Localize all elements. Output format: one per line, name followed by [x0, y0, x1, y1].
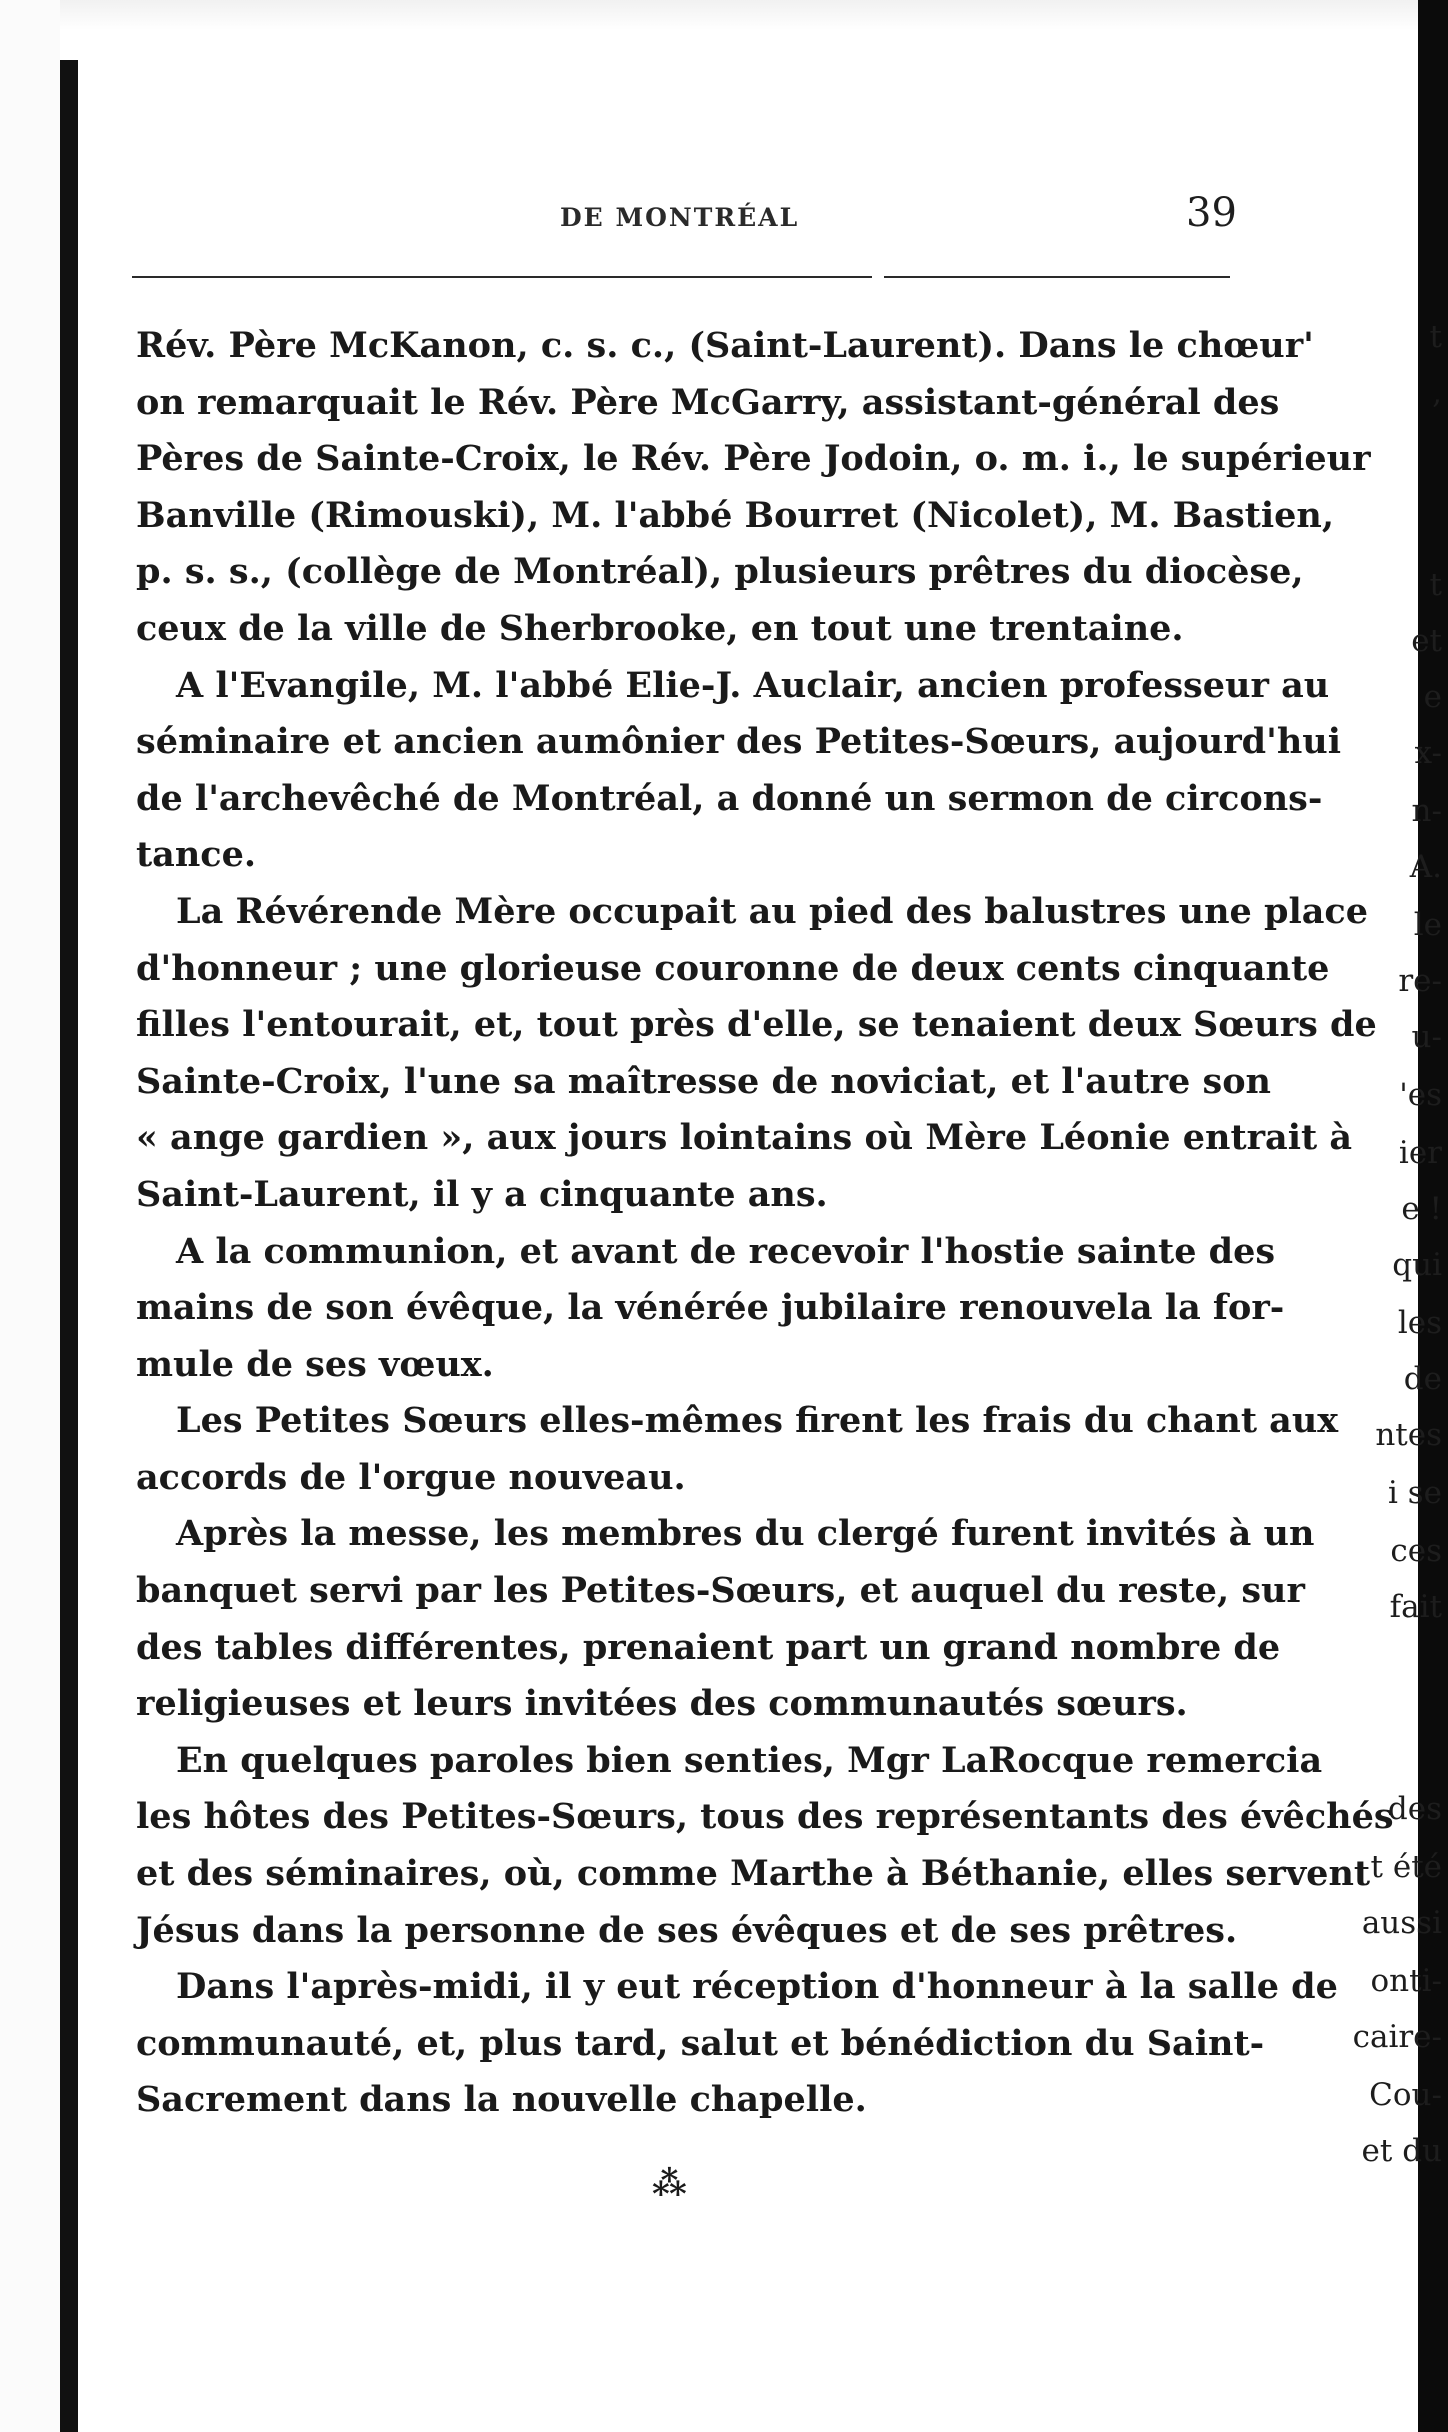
paragraph	[136, 1393, 1339, 1506]
prev-fragment: t été	[1370, 1849, 1442, 1885]
prev-fragment: et du	[1361, 2133, 1442, 2169]
text-line: accords de l'orgue nouveau.	[136, 1456, 686, 1498]
text-line: La Révérende Mère occupait au pied des balustres une place	[176, 890, 1368, 932]
paragraph	[136, 1506, 1315, 1732]
prev-fragment: t	[1429, 319, 1442, 355]
text-line: Sacrement dans la nouvelle chapelle.	[136, 2079, 867, 2121]
text-line: de l'archevêché de Montréal, a donné un sermon de circons-	[136, 777, 1323, 819]
text-line: Jésus dans la personne de ses évêques et de ses prêtres.	[136, 1909, 1238, 1951]
text-line: Dans l'après-midi, il y eut réception d'honneur à la salle de	[176, 1966, 1338, 2008]
header-rule	[132, 276, 872, 278]
prev-fragment: qui	[1392, 1247, 1442, 1283]
prev-fragment: re-	[1398, 963, 1442, 999]
paragraph	[136, 1224, 1285, 1394]
prev-fragment: de	[1403, 1361, 1442, 1397]
paragraph	[136, 1733, 1394, 1959]
prev-fragment: e !	[1401, 1191, 1442, 1227]
prev-fragment: ier	[1398, 1135, 1442, 1171]
text-line: p. s. s., (collège de Montréal), plusieurs prêtres du diocèse,	[136, 551, 1304, 593]
prev-fragment: ,	[1432, 375, 1442, 411]
previous-page-margin	[0, 0, 60, 2432]
text-line: d'honneur ; une glorieuse couronne de deux cents cinquante	[136, 947, 1330, 989]
paragraph	[136, 658, 1342, 884]
text-line: Pères de Sainte-Croix, le Rév. Père Jodoin, o. m. i., le supérieur	[136, 438, 1371, 480]
prev-fragment: 'es	[1399, 1077, 1442, 1113]
prev-fragment: Cou-	[1369, 2077, 1442, 2113]
text-line: communauté, et, plus tard, salut et bénédiction du Saint-	[136, 2022, 1265, 2064]
text-line: Banville (Rimouski), M. l'abbé Bourret (Nicolet), M. Bastien,	[136, 494, 1335, 536]
prev-fragment: ces	[1390, 1533, 1442, 1569]
text-line: on remarquait le Rév. Père McGarry, assistant-général des	[136, 381, 1280, 423]
text-line: des tables différentes, prenaient part un grand nombre de	[136, 1626, 1281, 1668]
text-line: banquet servi par les Petites-Sœurs, et auquel du reste, sur	[136, 1570, 1305, 1612]
text-line: Rév. Père McKanon, c. s. c., (Saint-Laurent). Dans le chœur'	[136, 325, 1314, 366]
prev-fragment: le	[1413, 907, 1442, 943]
text-line: séminaire et ancien aumônier des Petites-Sœurs, aujourd'hui	[136, 721, 1342, 763]
text-line: les hôtes des Petites-Sœurs, tous des représentants des évêchés	[136, 1796, 1394, 1838]
paragraph	[136, 884, 1377, 1224]
prev-fragment: t	[1429, 567, 1442, 603]
text-line: filles l'entourait, et, tout près d'elle, se tenaient deux Sœurs de	[136, 1004, 1377, 1046]
prev-fragment: ntes	[1375, 1417, 1442, 1453]
text-line: religieuses et leurs invitées des communautés sœurs.	[136, 1683, 1188, 1725]
text-line: Sainte-Croix, l'une sa maîtresse de noviciat, et l'autre son	[136, 1060, 1271, 1102]
section-asterism: ⁂	[652, 2164, 687, 2204]
prev-fragment: et	[1411, 623, 1442, 659]
prev-fragment: les	[1397, 1305, 1442, 1341]
text-line: Saint-Laurent, il y a cinquante ans.	[136, 1173, 828, 1215]
prev-fragment: caire-	[1352, 2019, 1442, 2055]
text-line: mains de son évêque, la vénérée jubilaire renouvela la for-	[136, 1287, 1285, 1329]
text-line: A l'Evangile, M. l'abbé Elie-J. Auclair, ancien professeur au	[176, 664, 1330, 706]
text-line: En quelques paroles bien senties, Mgr LaRocque remercia	[176, 1739, 1323, 1781]
prev-fragment: aussi	[1361, 1905, 1442, 1941]
header-rule	[884, 276, 1230, 278]
prev-fragment: A.	[1409, 849, 1442, 885]
body-text	[136, 318, 1394, 2129]
text-line: tance.	[136, 834, 257, 876]
paragraph	[136, 1959, 1338, 2129]
prev-fragment: onti-	[1370, 1963, 1442, 1999]
prev-fragment: i se	[1387, 1475, 1442, 1511]
text-line: « ange gardien », aux jours lointains où Mère Léonie entrait à	[136, 1117, 1353, 1159]
prev-fragment: x-	[1414, 735, 1442, 771]
prev-fragment: n-	[1411, 793, 1442, 829]
text-line: ceux de la ville de Sherbrooke, en tout une trentaine.	[136, 607, 1184, 649]
running-head: DE MONTRÉAL	[560, 203, 800, 232]
book-gutter	[60, 60, 78, 2432]
text-line: et des séminaires, où, comme Marthe à Béthanie, elles servent	[136, 1853, 1371, 1895]
page-top-edge	[60, 0, 1418, 30]
prev-fragment: des	[1387, 1791, 1442, 1827]
prev-fragment: e	[1423, 679, 1442, 715]
page-number: 39	[1186, 190, 1237, 236]
prev-fragment: fait	[1389, 1589, 1442, 1625]
paragraph	[136, 318, 1371, 658]
text-line: Après la messe, les membres du clergé furent invités à un	[176, 1513, 1315, 1555]
prev-fragment: u-	[1411, 1019, 1442, 1055]
text-line: A la communion, et avant de recevoir l'hostie sainte des	[176, 1230, 1276, 1272]
text-line: Les Petites Sœurs elles-mêmes firent les frais du chant aux	[176, 1400, 1339, 1442]
text-line: mule de ses vœux.	[136, 1343, 494, 1385]
